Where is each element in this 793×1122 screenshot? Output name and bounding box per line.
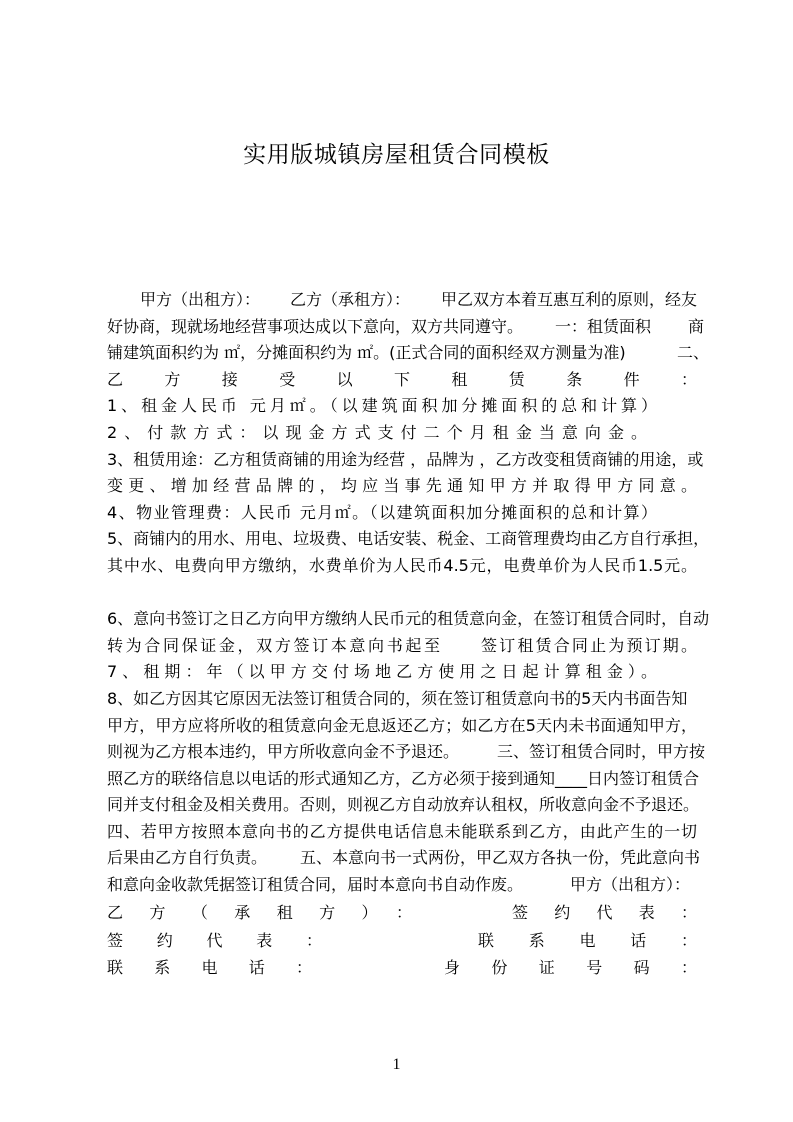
text-line [107,553,697,580]
party-a-signature-label: 甲方（出租方）： [570,875,691,895]
text-line [107,340,710,367]
section-5-copies: 五、本意向书一式两份，甲乙双方各执一份，凭此意向书 [300,848,701,868]
text-line [107,872,697,899]
text-line [107,792,700,819]
clause-5-utilities-cont: 其中水、电费向甲方缴纳，水费单价为人民币4.5元，电费单价为人民币1.5元。 [107,555,697,575]
preamble-text-cont: 好协商，现就场地经营事项达成以下意向，双方共同遵守。 [107,316,524,336]
clause-6-deposit-cont: 转为合同保证金，双方签订本意向书起至 [107,635,440,655]
signature-block [107,899,697,982]
clause-8-withdrawal-end: 则视为乙方根本违约，甲方所收意向金不予退还。 [107,742,460,762]
preamble-text: 甲乙双方本着互惠互利的原则，经友 [441,290,698,309]
text-line [107,287,697,314]
section-3-signing-end: 同并支付租金及相关费用。否则，则视乙方自动放弃认租权，所收意向金不予退还。 [107,795,700,815]
page-number: 1 [392,1056,401,1073]
text-line [107,713,697,740]
text-line [107,739,706,766]
clause-8-withdrawal-cont: 甲方，甲方应将所收的租赁意向金无息返还乙方；如乙方在5天内未书面通知甲方， [107,715,697,735]
clause-6-reservation-period: 签订租赁合同止为预订期。 [481,635,697,655]
clause-5-utilities: 5、商铺内的用水、用电、垃圾费、电话安装、税金、工商管理费均由乙方自行承担， [107,529,710,549]
clause-1-rent: 1、租金人民币 元月㎡。（以建筑面积加分摊面积的总和计算） [107,396,657,416]
text-line [107,633,697,660]
section-4-contact-cont: 后果由乙方自行负责。 [107,848,268,868]
blank-line [107,580,697,607]
text-line [107,606,710,633]
signature-line [107,954,697,982]
id-number-label: 身份证号码： [444,958,697,977]
party-b-signature-label: 乙方（承租方）： [107,903,412,922]
contract-body [107,287,710,899]
text-line [107,659,697,686]
text-line [107,500,697,527]
section-1-heading: 一：租赁面积 [555,316,652,336]
clause-7-term: 7、租期：年（以甲方交付场地乙方使用之日起计算租金）。 [107,662,657,682]
clause-4-property-fee: 4、物业管理费：人民币 元月㎡。（以建筑面积加分摊面积的总和计算） [107,502,657,522]
document-title: 实用版城镇房屋租赁合同模板 [243,142,550,168]
clause-3-usage-cont: 变更、增加经营品牌的，均应当事先通知甲方并取得甲方同意。 [107,476,697,496]
text-line [107,526,710,553]
text-line [107,845,701,872]
section-4-contact: 四、若甲方按照本意向书的乙方提供电话信息未能联系到乙方，由此产生的一切 [107,821,697,841]
text-line [107,314,705,341]
clause-6-deposit: 6、意向书签订之日乙方向甲方缴纳人民币元的租赁意向金，在签订租赁合同时，自动 [107,609,710,629]
text-line [107,766,700,793]
clause-2-payment: 2、付款方式：以现金方式支付二个月租金当意向金。 [107,422,647,442]
party-b-rep-label: 签约代表： [107,930,322,950]
lease-area-text-cont: 铺建筑面积约为 ㎡，分摊面积约为 ㎡。(正式合同的面积经双方测量为准) [107,343,626,363]
party-a-lessor-label: 甲方（出租方）： [140,290,261,309]
section-3-signing-cont: 照乙方的联络信息以电话的形式通知乙方，乙方必须于接到通知____日内签订租赁合 [107,768,700,788]
section-5-copies-cont: 和意向金收款凭据签订租赁合同，届时本意向书自动作废。 [107,875,524,895]
text-line [107,473,697,500]
section-2-heading: 二、 [677,343,710,363]
lease-conditions-heading: 乙方接受以下租赁条件： [107,369,697,389]
party-b-phone-label: 联系电话： [107,958,312,977]
text-line [107,819,697,846]
signature-line [107,899,697,927]
text-line [107,420,697,447]
lease-area-text: 商 [688,316,705,336]
clause-8-withdrawal: 8、如乙方因其它原因无法签订租赁合同的，须在签订租赁意向书的5天内书面告知 [107,688,688,708]
party-a-rep-label: 签约代表： [512,903,697,922]
clause-3-usage: 3、租赁用途：乙方租赁商铺的用途为经营 ，品牌为 ，乙方改变租赁商铺的用途，或 [107,449,704,469]
signature-line [107,927,697,955]
section-3-signing: 三、签订租赁合同时，甲方按 [497,742,706,762]
text-line [107,686,697,713]
text-line [107,367,697,394]
party-b-lessee-label: 乙方（承租方）： [290,290,411,309]
party-a-phone-label: 联系电话： [478,930,697,950]
text-line [107,393,697,420]
text-line [107,447,704,474]
